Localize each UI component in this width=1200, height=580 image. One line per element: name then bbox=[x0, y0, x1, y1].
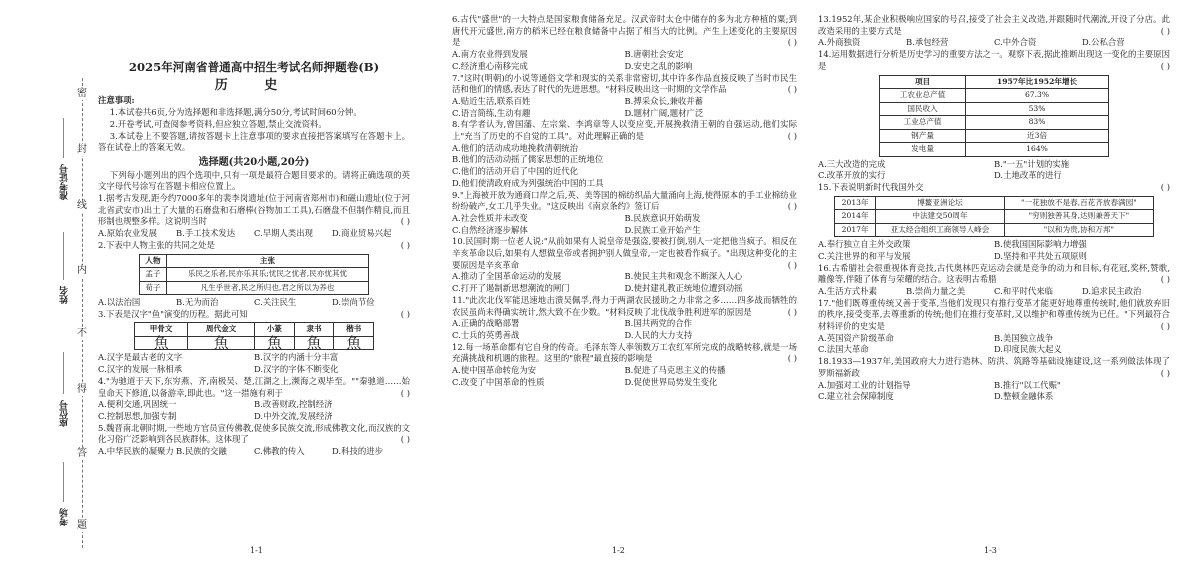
binding-char: 封 bbox=[77, 144, 87, 155]
page-number: 1-2 bbox=[612, 546, 625, 555]
option-c[interactable]: C.他们的活动开启了中国的近代化 bbox=[452, 166, 579, 177]
table-cell: 凡生乎世者,民之所归也,君之所以为养也 bbox=[166, 281, 368, 295]
table-cell: 67.3% bbox=[966, 89, 1109, 103]
option-c[interactable]: C.早期人类出现 bbox=[254, 228, 314, 239]
option-b[interactable]: B."一五"计划的实施 bbox=[994, 158, 1070, 169]
table-cell: 乐民之乐者,民亦乐其乐;忧民之忧者,民亦忧其忧 bbox=[166, 268, 368, 282]
option-b[interactable]: B.民族意识开始萌发 bbox=[624, 212, 701, 223]
option-b[interactable]: B.促进了马克思主义的传播 bbox=[624, 365, 726, 376]
option-a[interactable]: A.他们的活动成功地挽救清朝统治 bbox=[452, 142, 578, 153]
option-d[interactable]: D.民族工业开始产生 bbox=[624, 224, 701, 235]
table-cell: "穷则独善其身,达则兼善天下" bbox=[1004, 210, 1153, 224]
option-d[interactable]: D.追求民主政治 bbox=[1082, 285, 1142, 296]
q14-table bbox=[879, 75, 1109, 157]
option-b[interactable]: B.承包经营 bbox=[906, 37, 949, 48]
option-a[interactable]: A.南方农业得到发展 bbox=[452, 49, 528, 60]
answer-paren[interactable]: ( ) bbox=[787, 37, 797, 48]
option-d[interactable]: D.商业贸易兴起 bbox=[332, 228, 392, 239]
table-cell: 发电量 bbox=[880, 143, 966, 157]
option-c[interactable]: C.改变了中国革命的性质 bbox=[452, 376, 545, 387]
question-3 bbox=[98, 309, 410, 376]
table-header: 周代金文 bbox=[188, 323, 255, 337]
answer-paren[interactable]: ( ) bbox=[787, 259, 797, 270]
answer-paren[interactable]: ( ) bbox=[1160, 274, 1170, 285]
answer-paren[interactable]: ( ) bbox=[787, 84, 797, 95]
option-c[interactable]: C.自然经济逐步解体 bbox=[452, 224, 528, 235]
page-column-1 bbox=[98, 14, 410, 458]
exam-title: 2025年河南省普通高中招生考试名师押题卷(B) bbox=[128, 60, 380, 74]
table-cell: "以和为贵,协和万邦" bbox=[1004, 223, 1153, 237]
table-header: 甲骨文 bbox=[135, 323, 188, 337]
glyph-bronze: 魚 bbox=[188, 336, 255, 350]
option-a[interactable]: A.奉行独立自主外交政策 bbox=[818, 239, 911, 250]
question-stem: 4."为驰道于天下,东穷燕、齐,南极吴、楚,江湖之上,濒海之观毕至。""秦驰道……始皇命天下修道,以备游幸,即此也。"这一措施有利于 bbox=[98, 375, 410, 398]
option-d[interactable]: D.中外交流,发展经济 bbox=[254, 410, 333, 421]
option-a[interactable]: A.三大改造的完成 bbox=[818, 158, 886, 169]
table-cell: 孟子 bbox=[140, 268, 167, 282]
option-c[interactable]: C.建立社会保障制度 bbox=[818, 391, 894, 402]
option-d[interactable]: D.整顿金融体系 bbox=[994, 391, 1054, 402]
field-line-exam-room[interactable] bbox=[63, 462, 64, 502]
option-d[interactable]: D.安史之乱的影响 bbox=[624, 60, 693, 71]
answer-paren[interactable]: ( ) bbox=[787, 201, 797, 212]
option-c[interactable]: C.佛教的传入 bbox=[254, 446, 305, 457]
question-4 bbox=[98, 376, 410, 423]
field-label-name: 姓名 bbox=[60, 286, 70, 304]
question-12 bbox=[452, 342, 797, 389]
notes-item: 1.本试卷共6页,分为选择题和非选择题,满分50分,考试时间60分钟。 bbox=[109, 107, 362, 118]
option-a[interactable]: A.汉字是最古老的文字 bbox=[98, 352, 183, 363]
option-a[interactable]: A.使中国革命转危为安 bbox=[452, 365, 537, 376]
option-a[interactable]: A.加强对工业的计划指导 bbox=[818, 379, 911, 390]
table-header: 人物 bbox=[140, 254, 167, 268]
option-b[interactable]: B.汉字的内涵十分丰富 bbox=[254, 352, 339, 363]
question-8 bbox=[452, 119, 797, 189]
binding-char: 密 bbox=[77, 88, 87, 99]
binding-margin bbox=[0, 0, 104, 580]
table-cell: 近3倍 bbox=[966, 129, 1109, 143]
question-15 bbox=[818, 182, 1170, 263]
section-title: 选择题(共20小题,20分) bbox=[198, 156, 310, 168]
question-13 bbox=[818, 14, 1170, 49]
question-stem: 2.下表中人物主张的共同之处是 bbox=[98, 239, 215, 250]
binding-char: 线 bbox=[77, 200, 87, 211]
option-b[interactable]: B.无为而治 bbox=[176, 297, 219, 308]
question-stem: 16.古希腊社会很重视体育竞技,古代奥林匹克运动会就是竞争的动力和目标,有花冠,奖杯,赞歌,雕像等,伴随了体育与荣耀的结合。这表明古希腊 bbox=[818, 262, 1170, 285]
option-c[interactable]: C.汉字的发展一脉相承 bbox=[98, 364, 183, 375]
table-cell: 亚太经合组织工商领导人峰会 bbox=[876, 223, 1005, 237]
option-c[interactable]: C.中外合资 bbox=[994, 37, 1037, 48]
option-a[interactable]: A.便利交通,巩固统一 bbox=[98, 399, 177, 410]
field-line-name[interactable] bbox=[63, 232, 64, 280]
answer-paren[interactable]: ( ) bbox=[787, 131, 797, 142]
table-cell: 工农业总产值 bbox=[880, 89, 966, 103]
question-6 bbox=[452, 14, 797, 73]
answer-paren[interactable]: ( ) bbox=[400, 308, 410, 319]
option-a[interactable]: A.正确的战略部署 bbox=[452, 318, 520, 329]
question-stem: 13.1952年,某企业积极响应国家的号召,接受了社会主义改造,并跟随时代潮流,开设了分店。此改造采用的主要方式是 bbox=[818, 14, 1170, 36]
answer-paren[interactable]: ( ) bbox=[787, 306, 797, 317]
table-header: 隶书 bbox=[294, 323, 334, 337]
question-stem: 9."上海被开放为通商口岸之后,英、美等国的棉纺织品大量涌向上海,使得原本的手工业棉纺业纷纷破产,女工几乎失业。"这反映出《南京条约》签订后 bbox=[452, 189, 797, 212]
option-d[interactable]: D.人民的大力支持 bbox=[624, 329, 693, 340]
question-11 bbox=[452, 295, 797, 342]
option-a[interactable]: A.原始农业发展 bbox=[98, 228, 157, 239]
notes-item: 3.本试卷上不要答题,请按答题卡上注意事项的要求直接把答案填写在答题卡上。答在试卷上的答案无效。 bbox=[98, 130, 410, 153]
table-header: 项目 bbox=[880, 75, 966, 89]
question-14 bbox=[818, 49, 1170, 182]
table-cell: 国民收入 bbox=[880, 102, 966, 116]
page-column-2 bbox=[452, 14, 797, 389]
glyph-oracle-bone: 魚 bbox=[135, 336, 188, 350]
answer-paren[interactable]: ( ) bbox=[787, 353, 797, 364]
table-cell: 荀子 bbox=[140, 281, 167, 295]
section-instruction: 下列每小题列出的四个选项中,只有一项是最符合题目要求的。请将正确选项的英文字母代号涂写在答题卡相应位置上。 bbox=[98, 169, 410, 192]
question-9 bbox=[452, 190, 797, 237]
option-a[interactable]: A.生活方式朴素 bbox=[818, 285, 877, 296]
option-a[interactable]: A.中华民族的凝聚力 bbox=[98, 446, 174, 457]
binding-char: 题 bbox=[77, 520, 87, 531]
option-a[interactable]: A.贴近生活,联系百姓 bbox=[452, 95, 531, 106]
answer-paren[interactable]: ( ) bbox=[1160, 25, 1170, 36]
field-label-seat: 座位号 bbox=[60, 400, 70, 427]
option-d[interactable]: D.公私合营 bbox=[1082, 37, 1125, 48]
option-c[interactable]: C.关注民生 bbox=[254, 297, 297, 308]
notes-item: 2.开卷考试,可查阅参考资料,但应独立答题,禁止交流资料。 bbox=[109, 118, 327, 129]
q2-table bbox=[139, 254, 369, 296]
table-header: 1957年比1952年增长 bbox=[966, 75, 1109, 89]
table-cell: 博鳌亚洲论坛 bbox=[876, 196, 1005, 210]
option-d[interactable]: D.科技的进步 bbox=[332, 446, 383, 457]
option-b[interactable]: B.使我国国际影响力增强 bbox=[994, 239, 1087, 250]
page-number: 1-3 bbox=[984, 546, 997, 555]
option-a[interactable]: A.英国资产阶级革命 bbox=[818, 332, 894, 343]
question-5 bbox=[98, 423, 410, 458]
question-stem: 17."他们既尊重传统又善于变革,当他们发现只有推行变革才能更好地尊重传统时,他们就放弃旧的秩序,接受变革,去尊重新的传统;他们在推行变革时,又以维护和尊重传统为已任。"下列最符合材料评价的史实是 bbox=[818, 297, 1170, 332]
question-stem: 15.下表说明新时代我国外交 bbox=[818, 181, 924, 192]
option-b[interactable]: B.改善财政,控制经济 bbox=[254, 399, 333, 410]
option-b[interactable]: B.搏采众长,兼收并蓄 bbox=[624, 95, 703, 106]
field-label-exam-number: 准考证号 bbox=[60, 164, 70, 200]
answer-paren[interactable]: ( ) bbox=[1160, 321, 1170, 332]
option-d[interactable]: D.印度民族大起义 bbox=[994, 344, 1062, 355]
question-18 bbox=[818, 356, 1170, 403]
option-d[interactable]: D.汉字的字体不断变化 bbox=[254, 364, 339, 375]
option-c[interactable]: C.打开了遏制新思想潮流的闸门 bbox=[452, 283, 570, 294]
notes-heading: 注意事项: bbox=[98, 95, 135, 106]
option-b[interactable]: B.国共两党的合作 bbox=[624, 318, 692, 329]
option-c[interactable]: C.和平时代来临 bbox=[994, 285, 1054, 296]
option-c[interactable]: C.法国大革命 bbox=[818, 344, 869, 355]
question-stem: 3.下表是汉字"鱼"演变的历程。据此可知 bbox=[98, 308, 248, 319]
subject-title: 历 史 bbox=[214, 77, 294, 93]
option-d[interactable]: D.土地改革的进行 bbox=[994, 170, 1062, 181]
page-number: 1-1 bbox=[250, 546, 263, 555]
option-b[interactable]: B.他们的活动动摇了儒家思想的正统地位 bbox=[452, 154, 604, 165]
table-cell: 2017年 bbox=[835, 223, 876, 237]
question-stem: 1.据考古发现,距今约7000多年的裴李岗遗址(位于河南省郑州市)和磁山遗址(位于河北省武安市)出土了大量的石磨盘和石磨棒(谷物加工工具),石磨盘不但制作精良,而且形制也规整多样。这说明当时 bbox=[98, 193, 410, 227]
option-b[interactable]: B.推行"以工代赈" bbox=[994, 379, 1061, 390]
option-d[interactable]: D.题材广阔,题材广泛 bbox=[624, 107, 704, 118]
option-d[interactable]: D.促使世界局势发生变化 bbox=[624, 376, 718, 387]
table-header: 小篆 bbox=[255, 323, 295, 337]
option-c[interactable]: C.关注世界的和平与发展 bbox=[818, 250, 911, 261]
field-line-seat[interactable] bbox=[63, 352, 64, 394]
glyph-regular: 魚 bbox=[334, 336, 374, 350]
option-b[interactable]: B.手工技术发达 bbox=[176, 228, 236, 239]
option-b[interactable]: B.唐朝社会安定 bbox=[624, 49, 684, 60]
answer-paren[interactable]: ( ) bbox=[400, 434, 410, 445]
option-b[interactable]: B.美国独立战争 bbox=[994, 332, 1054, 343]
answer-paren[interactable]: ( ) bbox=[1160, 181, 1170, 192]
question-16 bbox=[818, 263, 1170, 298]
option-b[interactable]: B.崇尚力量之美 bbox=[906, 285, 966, 296]
table-cell: 2014年 bbox=[835, 210, 876, 224]
option-b[interactable]: B.使民主共和观念不断深入人心 bbox=[624, 271, 743, 282]
question-stem: 5.魏晋南北朝时期,一些地方官员宣传佛教,促使多民族交流,形成佛教文化,而汉族的文化习俗广泛影响到各民族群体。这体现了 bbox=[98, 422, 410, 445]
table-header: 楷书 bbox=[334, 323, 374, 337]
binding-char: 答 bbox=[77, 448, 87, 459]
question-stem: 7."这时(明朝)的小说等通俗文学和现实的关系非常密切,其中许多作品直接反映了当时市民生活和他们的情感,表达了时代的先进思想。"材料反映出这一时期的文学作品 bbox=[452, 72, 797, 95]
option-a[interactable]: A.以法治国 bbox=[98, 297, 141, 308]
option-c[interactable]: C.士兵的英勇善战 bbox=[452, 329, 520, 340]
option-c[interactable]: C.改革开放的实行 bbox=[818, 170, 886, 181]
option-d[interactable]: D.使封建礼教正统地位遭到动摇 bbox=[624, 283, 743, 294]
binding-char: 得 bbox=[77, 384, 87, 395]
table-cell: "一花独放不是春,百花齐放春满园" bbox=[1004, 196, 1153, 210]
field-label-exam-room: 考场 bbox=[60, 508, 70, 526]
table-cell: 83% bbox=[966, 116, 1109, 130]
question-stem: 12.每一场革命都有它自身的传奇。毛泽东等人率领数万工农红军所完成的战略转移,就是一场充满挑战和机遇的旅程。这里的"旅程"最直接的影响是 bbox=[452, 341, 797, 364]
q3-glyph-table bbox=[134, 322, 374, 350]
question-17 bbox=[818, 298, 1170, 357]
table-cell: 钢产量 bbox=[880, 129, 966, 143]
question-stem: 10.民国时期一位老人说:"从前如果有人说皇帝是强盗,要被打倒,别人一定把他当疯子。相反在辛亥革命以后,如果有人想做皇帝或者拥护别人做皇帝,一定也被看作疯子。"出现这种变化的主要原因是辛亥革命 bbox=[452, 236, 797, 270]
question-stem: 8.有学者认为,曾国藩、左宗棠、李鸿章等人以变应变,开展挽救清王朝的自强运动,他们实际上"充当了历史的不自觉的工具"。对此理解正确的是 bbox=[452, 119, 797, 142]
option-d[interactable]: D.他们使清政府成为列强统治中国的工具 bbox=[452, 177, 604, 188]
option-a[interactable]: A.推动了全国革命运动的发展 bbox=[452, 271, 562, 282]
question-10 bbox=[452, 236, 797, 295]
option-c[interactable]: C.经济重心南移完成 bbox=[452, 60, 528, 71]
answer-paren[interactable]: ( ) bbox=[400, 216, 410, 227]
answer-paren[interactable]: ( ) bbox=[1160, 367, 1170, 378]
glyph-clerical: 魚 bbox=[294, 336, 334, 350]
question-1 bbox=[98, 193, 410, 240]
option-d[interactable]: D.崇尚节俭 bbox=[332, 297, 375, 308]
option-c[interactable]: C.语言简练,生动有趣 bbox=[452, 107, 531, 118]
table-header: 主张 bbox=[166, 254, 368, 268]
question-stem: 6.古代"盛世"的一大特点是国家粮食储备充足。汉武帝时太仓中储存的多为北方种植的粟;到唐代开元盛世,南方的稻米已经在粮食储备中占据了相当大的比例。产生上述变化的主要原因是 bbox=[452, 14, 797, 48]
option-b[interactable]: B.民族的交融 bbox=[176, 446, 227, 457]
glyph-small-seal: 魚 bbox=[255, 336, 295, 350]
table-cell: 工业总产值 bbox=[880, 116, 966, 130]
table-cell: 中法建交50周年 bbox=[876, 210, 1005, 224]
page-column-3 bbox=[818, 14, 1170, 403]
table-cell: 2013年 bbox=[835, 196, 876, 210]
binding-char: 不 bbox=[77, 328, 87, 339]
question-stem: 11."此次北伐军能迅速地击溃吴佩孚,得力于两湖农民援助之力非常之多……四多战而牺牲的农民虽尚未得确实统计,然大致不在少数。"材料反映了北伐战争胜利进军的原因是 bbox=[452, 294, 797, 317]
question-stem: 18.1933—1937年,美国政府大力进行造林、防洪、筑路等基础设施建设,这一系列做法体现了罗斯福新政 bbox=[818, 356, 1170, 378]
option-c[interactable]: C.控制思想,加强专制 bbox=[98, 410, 177, 421]
answer-paren[interactable]: ( ) bbox=[400, 239, 410, 250]
option-a[interactable]: A.社会性质并未改变 bbox=[452, 212, 528, 223]
option-a[interactable]: A.外商独资 bbox=[818, 37, 861, 48]
option-d[interactable]: D.坚持和平共处五项原则 bbox=[994, 250, 1087, 261]
table-cell: 53% bbox=[966, 102, 1109, 116]
answer-paren[interactable]: ( ) bbox=[1160, 60, 1170, 71]
field-line-exam-number[interactable] bbox=[63, 118, 64, 158]
answer-paren[interactable]: ( ) bbox=[400, 387, 410, 398]
binding-char: 内 bbox=[77, 265, 87, 276]
question-7 bbox=[452, 73, 797, 120]
q15-table bbox=[834, 196, 1154, 238]
question-2 bbox=[98, 240, 410, 309]
question-stem: 14.运用数据进行分析是历史学习的重要方法之一。观察下表,据此推断出现这一变化的主要原因是 bbox=[818, 49, 1170, 71]
table-cell: 164% bbox=[966, 143, 1109, 157]
